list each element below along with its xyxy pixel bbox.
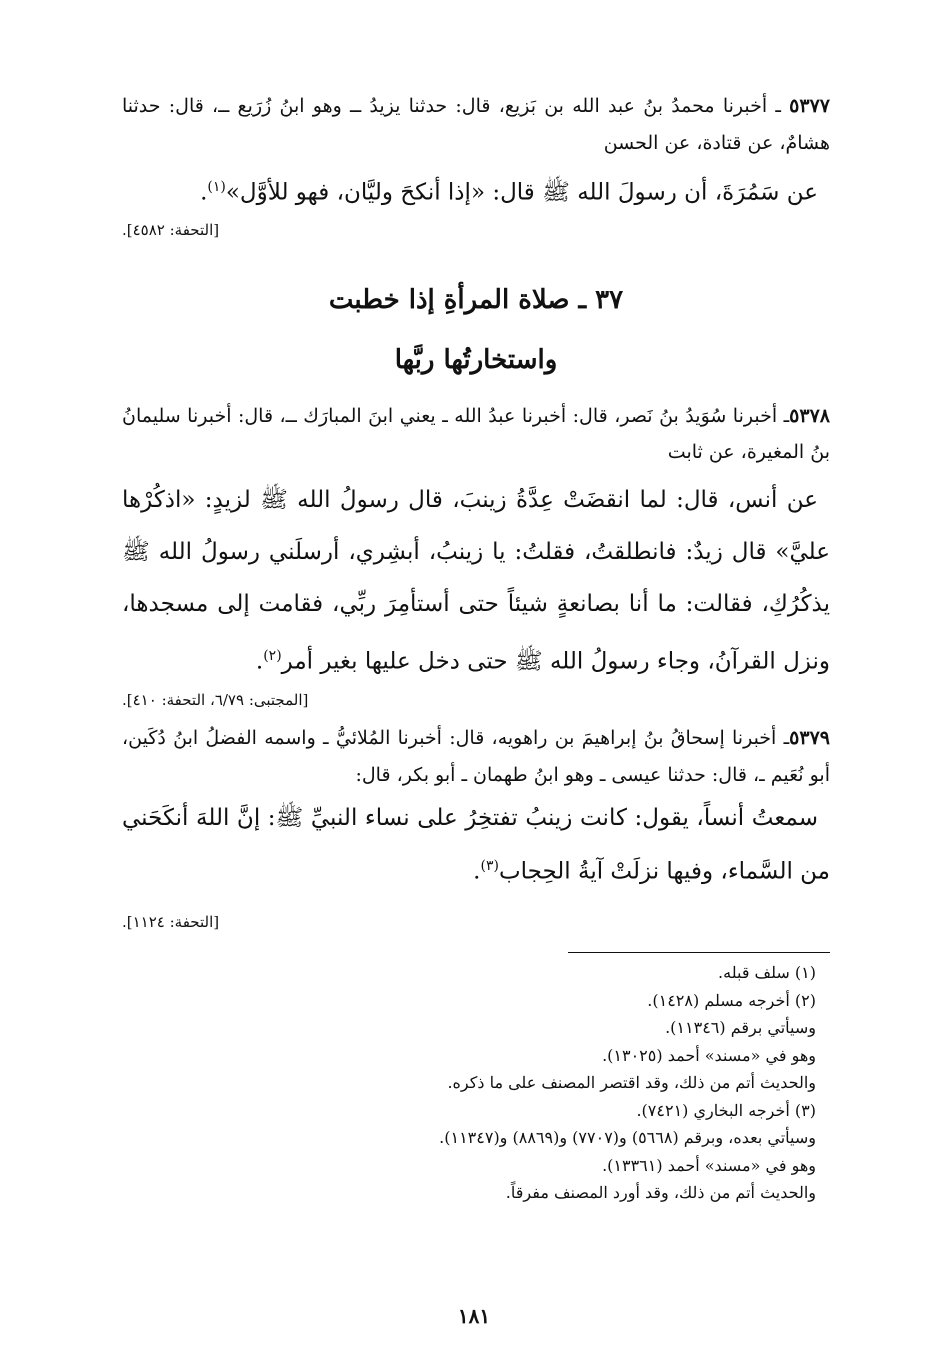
- chapter-title-line-2: واستخارتُها ربَّها: [394, 345, 558, 375]
- hadith-5379-isnad: [122, 720, 830, 794]
- footnote-line: وهو في «مسند» أحمد (١٣٠٢٥).: [602, 1045, 816, 1065]
- hadith-number: ٥٣٧٩: [789, 727, 830, 749]
- hadith-5377-reference: [التحفة: ٤٥٨٢].: [122, 220, 220, 239]
- hadith-number: ٥٣٧٧: [789, 95, 830, 117]
- matn-text: عن سَمُرَةَ، أن رسولَ الله ﷺ قال: «إذا أنكحَ وليَّان، فهو للأوَّل»: [225, 179, 818, 206]
- footnote-line: والحديث أتم من ذلك، وقد أورد المصنف مفرقاً.: [505, 1183, 816, 1202]
- footnote-divider: [568, 952, 830, 953]
- hadith-5379-matn: [122, 794, 830, 896]
- hadith-5377: [122, 88, 830, 242]
- hadith-5379: [122, 720, 830, 934]
- footnote-line: (٢) أخرجه مسلم (١٤٢٨).: [647, 990, 816, 1010]
- matn-text: سمعتُ أنساً، يقول: كانت زينبُ تفتخِرُ على نساء النبيِّ ﷺ: إنَّ اللهَ أنكَحَني من السَّماء، وفيها نزلَتْ آيةُ الحِجاب: [122, 805, 830, 885]
- chapter-title-line-1: ٣٧ ـ صلاة المرأةِ إذا خطبت: [328, 285, 624, 315]
- footnote-line: والحديث أتم من ذلك، وقد اقتصر المصنف على ما ذكره.: [447, 1073, 816, 1092]
- footnote-ref: (١): [207, 179, 226, 195]
- footnotes: [122, 952, 830, 1207]
- hadith-5379-reference: [التحفة: ١١٢٤].: [122, 912, 220, 931]
- isnad-text: ـ أخبرنا محمدُ بنُ عبد الله بن بَزيع، قال: حدثنا يزيدُ ــ وهو ابنُ زُرَيع ــ، قال: حدثنا هشامٌ، عن قتادة، عن الحسن: [122, 95, 830, 154]
- isnad-text: ـ أخبرنا إسحاقُ بنُ إبراهيمَ بن راهويه، قال: أخبرنا المُلائيُّ ـ واسمه الفضلُ ابنُ دُكَين، أبو نُعَيم ـ، قال: حدثنا عيسى ـ وهو ابنُ طهمان ـ أبو بكر، قال:: [122, 727, 830, 786]
- matn-end: .: [200, 179, 208, 206]
- matn-text: عن أنس، قال: لما انقضَتْ عِدَّةُ زينبَ، قال رسولُ الله ﷺ لزيدٍ: «اذكُرْها عليَّ» قال زيدٌ: فانطلقتُ، فقلتُ: يا زينبُ، أبشِري، أرسلَني رسولُ الله ﷺ يذكُرُكِ، فقالت: ما أنا بصانعةٍ شيئاً حتى أستأمِرَ ربِّي، فقامت إلى مسجدها، ونزل القرآنُ، وجاء رسولُ الله ﷺ حتى دخل عليها بغير أمر: [122, 487, 830, 675]
- chapter-heading: [122, 278, 830, 382]
- hadith-5377-isnad: [122, 88, 830, 162]
- footnote-ref: (٢): [263, 648, 282, 664]
- hadith-5378-matn: [122, 474, 830, 688]
- footnote-line: وهو في «مسند» أحمد (١٣٣٦١).: [602, 1155, 816, 1175]
- matn-end: .: [255, 648, 264, 675]
- footnote-ref: (٣): [480, 858, 499, 874]
- footnote-line: وسيأتي برقم (١١٣٤٦).: [665, 1018, 816, 1037]
- hadith-5378: [122, 398, 830, 712]
- footnote-line: (١) سلف قبله.: [718, 963, 816, 982]
- footnote-line: (٣) أخرجه البخاري (٧٤٢١).: [636, 1100, 816, 1120]
- page-number: ١٨١: [457, 1304, 491, 1328]
- hadith-5377-matn: [122, 162, 830, 218]
- hadith-number: ٥٣٧٨: [789, 405, 830, 427]
- matn-end: .: [473, 858, 481, 885]
- isnad-text: ـ أخبرنا سُوَيدُ بنُ نَصر، قال: أخبرنا عبدُ الله ـ يعني ابنَ المبارَك ــ، قال: أخبرنا سليمانُ بنُ المغيرة، عن ثابت: [122, 405, 830, 463]
- hadith-5378-isnad: [122, 398, 830, 470]
- footnote-line: وسيأتي بعده، وبرقم (٥٦٦٨) و(٧٧٠٧) و(٨٨٦٩) و(١١٣٤٧).: [439, 1128, 816, 1147]
- hadith-5378-reference: [المجتبى: ٦/٧٩، التحفة: ٤١٠].: [122, 690, 309, 709]
